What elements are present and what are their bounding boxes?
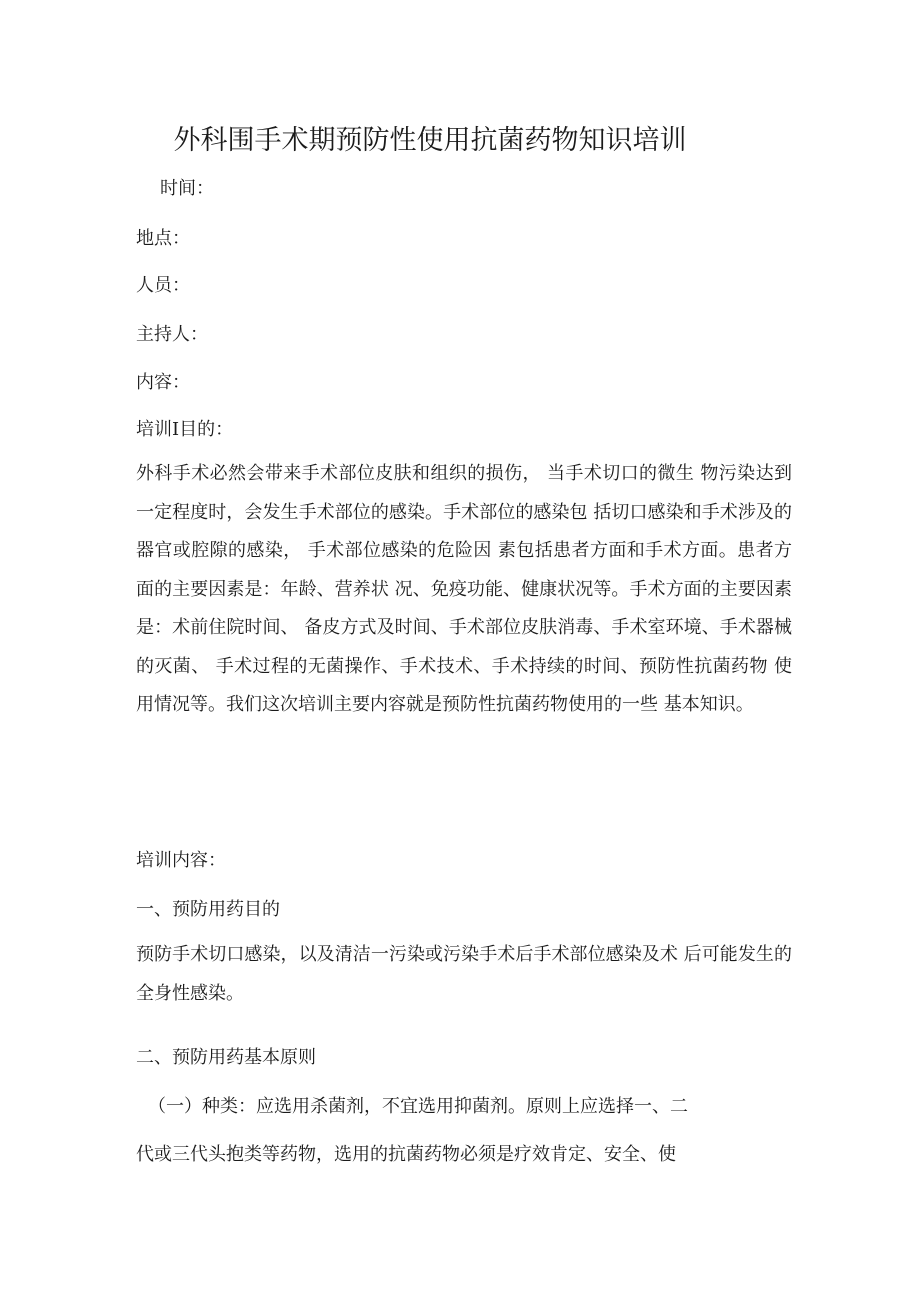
section1-paragraph: 预防手术切口感染，以及清洁一污染或污染手术后手术部位感染及术 后可能发生的全身性感染。 [136,944,792,1004]
section1-heading: 一、预防用药目的 [136,899,280,920]
purpose-paragraph: 外科手术必然会带来手术部位皮肤和组织的损伤， 当手术切口的微生 物污染达到一定程度时，会发生手术部位的感染。手术部位的感染包 括切口感染和手术涉及的器官或腔隙的感染， 手术部位感染的危险因 素包括患者方面和手术方面。患者方面的主要因素是：年龄、营养状 况、免疫功能、健康状况等。手术方面的主要因素是：术前住院时间、 备皮方式及时间、手术部位皮肤消毒、手术室环境、手术器械的灭菌、 手术过程的无菌操作、手术技术、手术持续的时间、预防性抗菌药物 使用情况等。我们这次培训主要内容就是预防性抗菌药物使用的一些 基本知识。 [136,463,792,715]
document-title: 外科围手术期预防性使用抗菌药物知识培训 [173,125,687,156]
purpose-heading: 培训I目的： [136,419,234,440]
field-place: 地点： [136,228,190,249]
field-content: 内容： [136,372,190,393]
field-people: 人员： [136,275,190,296]
section2-line-1: （一）种类：应选用杀菌剂，不宜选用抑菌剂。原则上应选择一、二 [148,1096,688,1117]
section2-line-2: 代或三代头抱类等药物，选用的抗菌药物必须是疗效肯定、安全、使 [136,1144,676,1165]
field-time: 时间： [160,178,214,199]
field-host: 主持人： [136,324,208,345]
section2-heading: 二、预防用药基本原则 [136,1047,316,1068]
content-heading: 培训内容： [136,850,226,871]
